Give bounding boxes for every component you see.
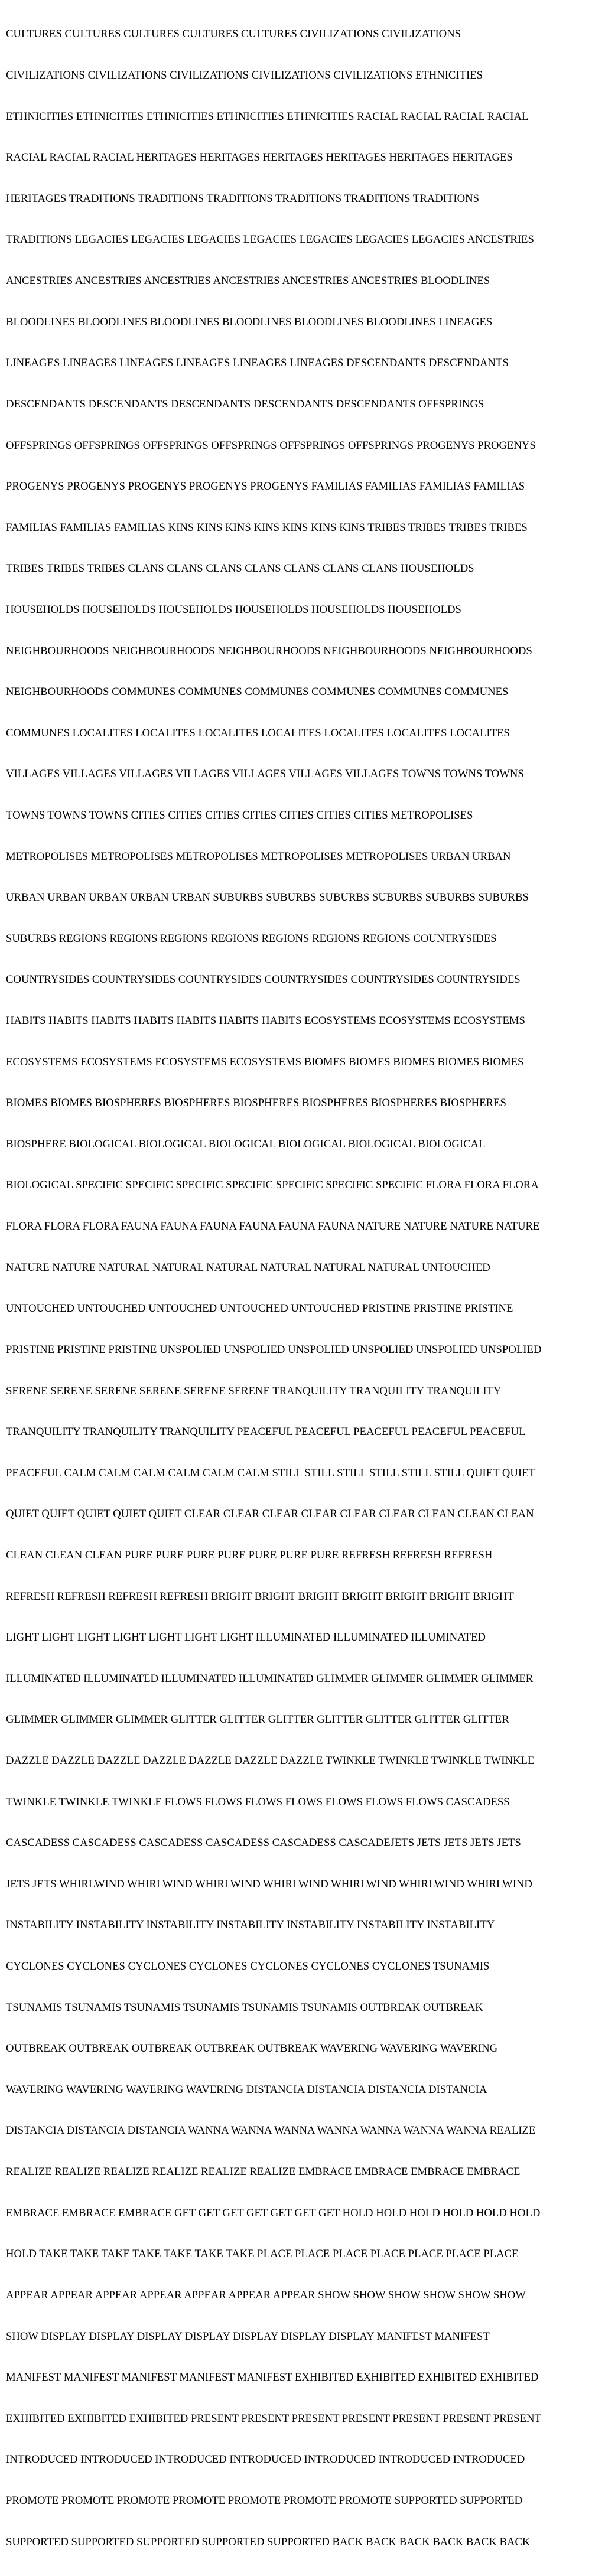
text-line: ETHNICITIES ETHNICITIES ETHNICITIES ETHNICITIES ETHNICITIES RACIAL RACIAL RACIAL RACIAL — [6, 110, 529, 123]
text-line: TRADITIONS LEGACIES LEGACIES LEGACIES LEGACIES LEGACIES LEGACIES LEGACIES ANCESTRIES — [6, 233, 534, 246]
text-line: WAVERING WAVERING WAVERING WAVERING DISTANCIA DISTANCIA DISTANCIA DISTANCIA — [6, 2083, 487, 2096]
text-line: INSTABILITY INSTABILITY INSTABILITY INSTABILITY INSTABILITY INSTABILITY INSTABILITY — [6, 1919, 495, 1932]
text-line: FLORA FLORA FLORA FAUNA FAUNA FAUNA FAUNA FAUNA FAUNA NATURE NATURE NATURE NATURE — [6, 1220, 540, 1233]
text-line: BIOLOGICAL SPECIFIC SPECIFIC SPECIFIC SPECIFIC SPECIFIC SPECIFIC SPECIFIC FLORA FLORA FLORA — [6, 1179, 539, 1192]
text-line: REFRESH REFRESH REFRESH REFRESH BRIGHT BRIGHT BRIGHT BRIGHT BRIGHT BRIGHT BRIGHT — [6, 1590, 514, 1603]
text-line: CIVILIZATIONS CIVILIZATIONS CIVILIZATIONS CIVILIZATIONS CIVILIZATIONS ETHNICITIES — [6, 69, 483, 82]
text-line: HERITAGES TRADITIONS TRADITIONS TRADITIONS TRADITIONS TRADITIONS TRADITIONS — [6, 192, 480, 205]
text-line: PRISTINE PRISTINE PRISTINE UNSPOLIED UNSPOLIED UNSPOLIED UNSPOLIED UNSPOLIED UNSPOLIED — [6, 1343, 542, 1356]
text-line: TSUNAMIS TSUNAMIS TSUNAMIS TSUNAMIS TSUNAMIS TSUNAMIS OUTBREAK OUTBREAK — [6, 2001, 483, 2014]
text-line: FAMILIAS FAMILIAS FAMILIAS KINS KINS KINS KINS KINS KINS KINS TRIBES TRIBES TRIBES TRIBES — [6, 521, 528, 534]
text-line: NEIGHBOURHOODS NEIGHBOURHOODS NEIGHBOURHOODS NEIGHBOURHOODS NEIGHBOURHOODS — [6, 644, 532, 657]
text-line: TOWNS TOWNS TOWNS CITIES CITIES CITIES CITIES CITIES CITIES CITIES METROPOLISES — [6, 808, 473, 821]
text-line: UNTOUCHED UNTOUCHED UNTOUCHED UNTOUCHED UNTOUCHED PRISTINE PRISTINE PRISTINE — [6, 1302, 513, 1315]
text-line: BIOSPHERE BIOLOGICAL BIOLOGICAL BIOLOGICAL BIOLOGICAL BIOLOGICAL BIOLOGICAL — [6, 1137, 486, 1150]
text-line: TWINKLE TWINKLE TWINKLE FLOWS FLOWS FLOWS FLOWS FLOWS FLOWS FLOWS CASCADESS — [6, 1795, 510, 1808]
text-line: COUNTRYSIDES COUNTRYSIDES COUNTRYSIDES COUNTRYSIDES COUNTRYSIDES COUNTRYSIDES — [6, 973, 521, 986]
text-line: ILLUMINATED ILLUMINATED ILLUMINATED ILLUMINATED GLIMMER GLIMMER GLIMMER GLIMMER — [6, 1672, 534, 1685]
text-line: PROMOTE PROMOTE PROMOTE PROMOTE PROMOTE PROMOTE PROMOTE SUPPORTED SUPPORTED — [6, 2494, 523, 2507]
text-line: LIGHT LIGHT LIGHT LIGHT LIGHT LIGHT LIGHT ILLUMINATED ILLUMINATED ILLUMINATED — [6, 1631, 486, 1644]
text-line: OUTBREAK OUTBREAK OUTBREAK OUTBREAK OUTBREAK WAVERING WAVERING WAVERING — [6, 2042, 498, 2055]
text-line: PROGENYS PROGENYS PROGENYS PROGENYS PROGENYS FAMILIAS FAMILIAS FAMILIAS FAMILIAS — [6, 480, 525, 493]
text-line: PEACEFUL CALM CALM CALM CALM CALM CALM STILL STILL STILL STILL STILL STILL QUIET QUIET — [6, 1466, 535, 1479]
text-line: BLOODLINES BLOODLINES BLOODLINES BLOODLINES BLOODLINES BLOODLINES LINEAGES — [6, 315, 493, 328]
text-line: DISTANCIA DISTANCIA DISTANCIA WANNA WANNA WANNA WANNA WANNA WANNA WANNA REALIZE — [6, 2124, 536, 2137]
text-line: TRANQUILITY TRANQUILITY TRANQUILITY PEACEFUL PEACEFUL PEACEFUL PEACEFUL PEACEFUL — [6, 1426, 526, 1439]
text-line: EXHIBITED EXHIBITED EXHIBITED PRESENT PRESENT PRESENT PRESENT PRESENT PRESENT PRESENT — [6, 2412, 541, 2425]
text-line: HOUSEHOLDS HOUSEHOLDS HOUSEHOLDS HOUSEHOLDS HOUSEHOLDS HOUSEHOLDS — [6, 603, 461, 616]
text-line: EMBRACE EMBRACE EMBRACE GET GET GET GET GET GET GET HOLD HOLD HOLD HOLD HOLD HOLD — [6, 2206, 541, 2219]
text-line: ANCESTRIES ANCESTRIES ANCESTRIES ANCESTRIES ANCESTRIES ANCESTRIES BLOODLINES — [6, 275, 490, 288]
text-line: TRIBES TRIBES TRIBES CLANS CLANS CLANS CLANS CLANS CLANS CLANS HOUSEHOLDS — [6, 562, 474, 575]
text-block — [6, 0, 599, 2576]
text-line: VILLAGES VILLAGES VILLAGES VILLAGES VILLAGES VILLAGES VILLAGES TOWNS TOWNS TOWNS — [6, 768, 524, 781]
text-line: ECOSYSTEMS ECOSYSTEMS ECOSYSTEMS ECOSYSTEMS BIOMES BIOMES BIOMES BIOMES BIOMES — [6, 1055, 524, 1068]
text-line: SHOW DISPLAY DISPLAY DISPLAY DISPLAY DISPLAY DISPLAY DISPLAY MANIFEST MANIFEST — [6, 2330, 490, 2343]
text-line: JETS JETS WHIRLWIND WHIRLWIND WHIRLWIND WHIRLWIND WHIRLWIND WHIRLWIND WHIRLWIND — [6, 1877, 532, 1890]
text-line: DESCENDANTS DESCENDANTS DESCENDANTS DESCENDANTS DESCENDANTS OFFSPRINGS — [6, 397, 484, 410]
text-line: MANIFEST MANIFEST MANIFEST MANIFEST MANIFEST EXHIBITED EXHIBITED EXHIBITED EXHIBITED — [6, 2371, 539, 2384]
text-line: CLEAN CLEAN CLEAN PURE PURE PURE PURE PURE PURE PURE REFRESH REFRESH REFRESH — [6, 1548, 493, 1561]
text-line: INTRODUCED INTRODUCED INTRODUCED INTRODUCED INTRODUCED INTRODUCED INTRODUCED — [6, 2453, 525, 2466]
text-line: LINEAGES LINEAGES LINEAGES LINEAGES LINEAGES LINEAGES DESCENDANTS DESCENDANTS — [6, 357, 509, 370]
text-line: URBAN URBAN URBAN URBAN URBAN SUBURBS SUBURBS SUBURBS SUBURBS SUBURBS SUBURBS — [6, 891, 529, 904]
text-line: NEIGHBOURHOODS COMMUNES COMMUNES COMMUNES COMMUNES COMMUNES COMMUNES — [6, 686, 509, 699]
text-line: NATURE NATURE NATURAL NATURAL NATURAL NATURAL NATURAL NATURAL UNTOUCHED — [6, 1261, 490, 1274]
text-line: OFFSPRINGS OFFSPRINGS OFFSPRINGS OFFSPRINGS OFFSPRINGS OFFSPRINGS PROGENYS PROGENYS — [6, 439, 536, 452]
text-line: METROPOLISES METROPOLISES METROPOLISES METROPOLISES METROPOLISES URBAN URBAN — [6, 850, 511, 863]
text-line: BIOMES BIOMES BIOSPHERES BIOSPHERES BIOSPHERES BIOSPHERES BIOSPHERES BIOSPHERES — [6, 1097, 506, 1110]
text-line: DAZZLE DAZZLE DAZZLE DAZZLE DAZZLE DAZZLE DAZZLE TWINKLE TWINKLE TWINKLE TWINKLE — [6, 1755, 535, 1767]
text-line: SUBURBS REGIONS REGIONS REGIONS REGIONS REGIONS REGIONS REGIONS COUNTRYSIDES — [6, 932, 497, 945]
text-line: SERENE SERENE SERENE SERENE SERENE SERENE TRANQUILITY TRANQUILITY TRANQUILITY — [6, 1384, 502, 1397]
text-line: CASCADESS CASCADESS CASCADESS CASCADESS CASCADESS CASCADEJETS JETS JETS JETS JETS — [6, 1837, 521, 1850]
text-line: APPEAR APPEAR APPEAR APPEAR APPEAR APPEAR APPEAR SHOW SHOW SHOW SHOW SHOW SHOW — [6, 2288, 526, 2301]
text-line: HOLD TAKE TAKE TAKE TAKE TAKE TAKE TAKE PLACE PLACE PLACE PLACE PLACE PLACE PLACE — [6, 2248, 519, 2261]
text-line: QUIET QUIET QUIET QUIET QUIET CLEAR CLEAR CLEAR CLEAR CLEAR CLEAR CLEAN CLEAN CLEAN — [6, 1508, 534, 1521]
text-line: CULTURES CULTURES CULTURES CULTURES CULTURES CIVILIZATIONS CIVILIZATIONS — [6, 28, 461, 41]
text-line: GLIMMER GLIMMER GLIMMER GLITTER GLITTER GLITTER GLITTER GLITTER GLITTER GLITTER — [6, 1713, 509, 1726]
text-line: CYCLONES CYCLONES CYCLONES CYCLONES CYCLONES CYCLONES CYCLONES TSUNAMIS — [6, 1960, 490, 1973]
text-line: REALIZE REALIZE REALIZE REALIZE REALIZE REALIZE EMBRACE EMBRACE EMBRACE EMBRACE — [6, 2166, 521, 2179]
text-line: RACIAL RACIAL RACIAL HERITAGES HERITAGES HERITAGES HERITAGES HERITAGES HERITAGES — [6, 151, 513, 164]
text-line: SUPPORTED SUPPORTED SUPPORTED SUPPORTED SUPPORTED BACK BACK BACK BACK BACK BACK — [6, 2535, 531, 2548]
text-line: HABITS HABITS HABITS HABITS HABITS HABITS HABITS ECOSYSTEMS ECOSYSTEMS ECOSYSTEMS — [6, 1015, 525, 1028]
text-line: COMMUNES LOCALITES LOCALITES LOCALITES LOCALITES LOCALITES LOCALITES LOCALITES — [6, 726, 510, 739]
